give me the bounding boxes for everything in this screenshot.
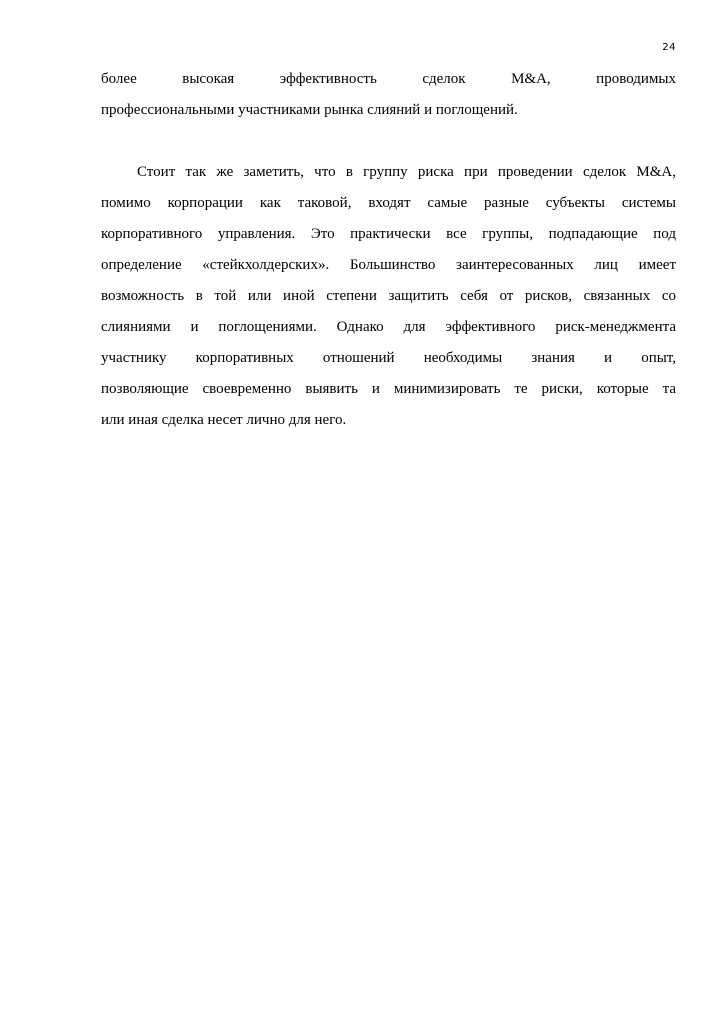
- text-line: участнику корпоративных отношений необходимы знания и опыт,: [101, 350, 676, 366]
- page-body: [101, 64, 676, 436]
- text-line: или иная сделка несет лично для него.: [101, 412, 347, 428]
- text-line: определение «стейкхолдерских». Большинство заинтересованных лиц имеет: [101, 257, 676, 273]
- text-line: корпоративного управления. Это практически все группы, подпадающие под: [101, 226, 676, 242]
- paragraph-continuation: [101, 64, 676, 126]
- text-line: возможность в той или иной степени защитить себя от рисков, связанных со: [101, 288, 676, 304]
- text-line: помимо корпорации как таковой, входят самые разные субъекты системы: [101, 195, 676, 211]
- text-line: Стоит так же заметить, что в группу риска при проведении сделок M&A,: [137, 164, 676, 180]
- page-number: 24: [662, 42, 676, 53]
- text-line: профессиональными участниками рынка слияний и поглощений.: [101, 102, 518, 118]
- paragraph-risk-group: [101, 157, 676, 436]
- text-line: слияниями и поглощениями. Однако для эффективного риск-менеджмента: [101, 319, 676, 335]
- text-line: более высокая эффективность сделок M&A, проводимых: [101, 71, 676, 87]
- text-line: позволяющие своевременно выявить и минимизировать те риски, которые та: [101, 381, 676, 397]
